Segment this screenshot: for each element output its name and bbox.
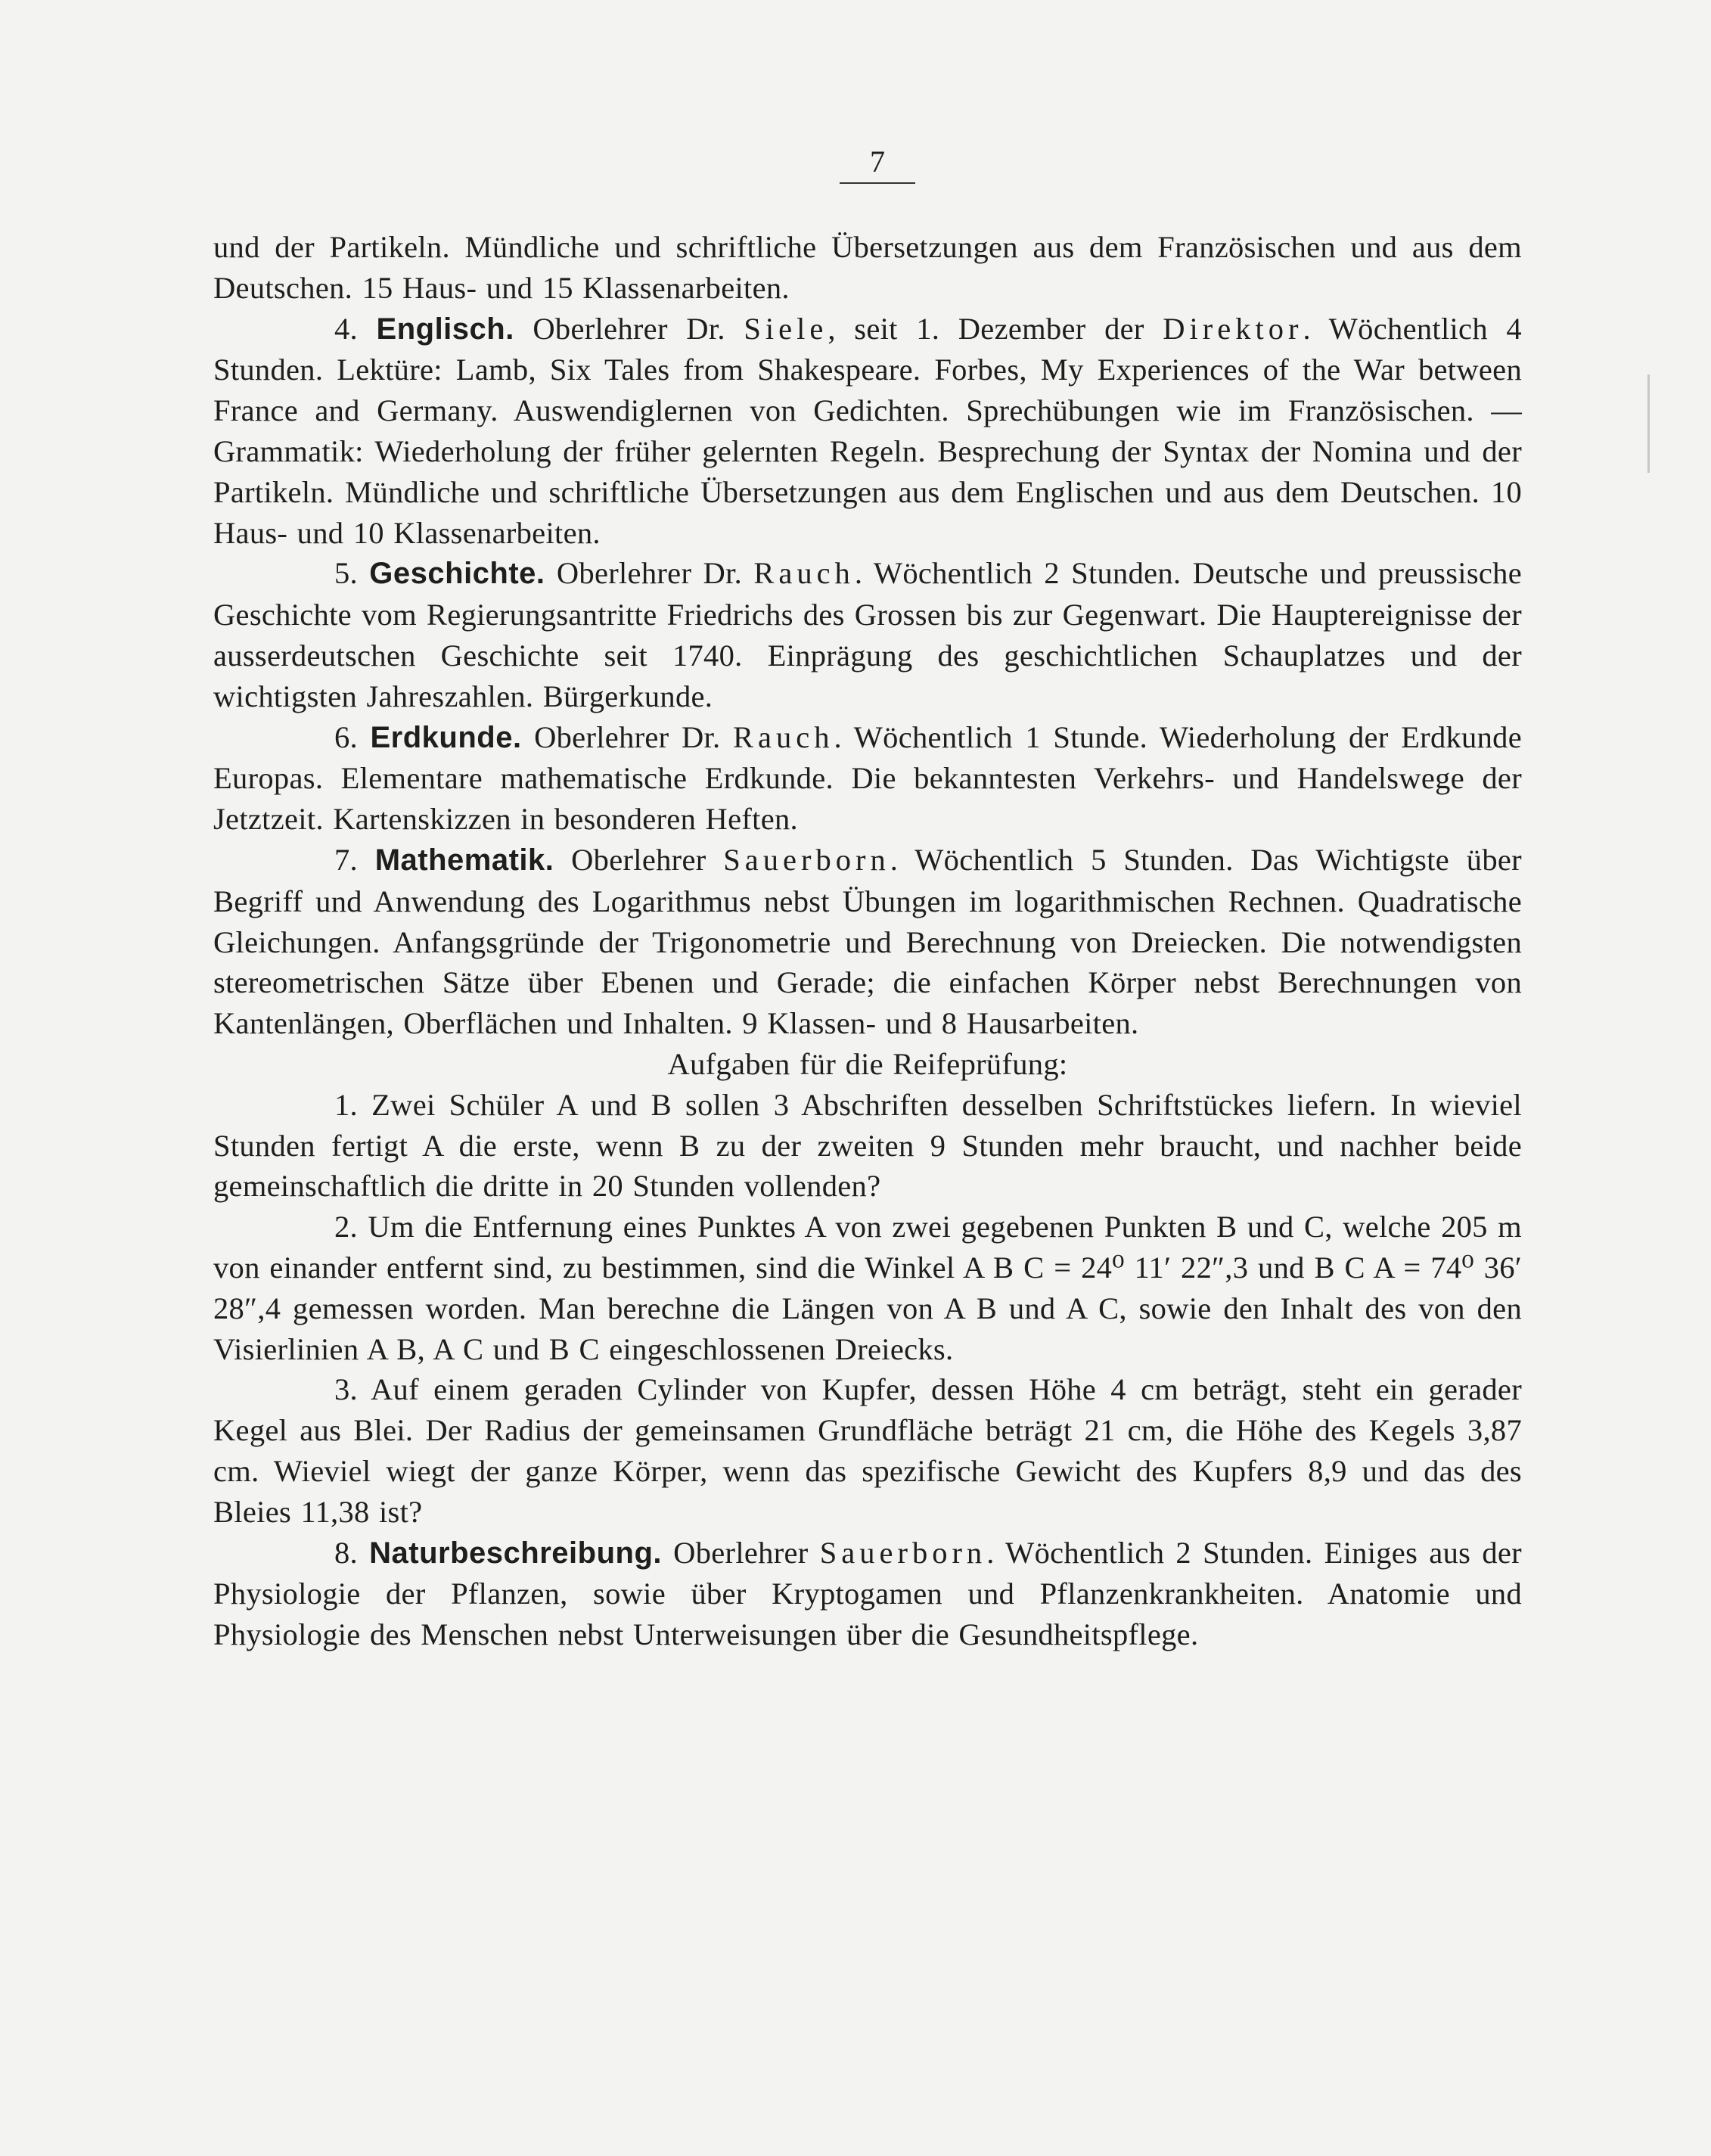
section-title: Mathematik.	[374, 843, 554, 877]
section-erdkunde	[213, 717, 1522, 840]
page-number: 7	[840, 144, 915, 184]
section-number: 6.	[334, 719, 358, 754]
section-title: Englisch.	[376, 312, 514, 346]
section-englisch	[213, 309, 1522, 554]
section-number: 8.	[334, 1535, 358, 1570]
section-body: . Wöchentlich 1 Stunde. Wiederholung der Erdkunde Europas. Elementare mathematische Erdkunde. Die bekanntesten Verkehrs- und Handelswege der Jetztzeit. Kartenskizzen in besonderen Heften.	[213, 719, 1522, 837]
aufgaben-heading: Aufgaben für die Reifeprüfung:	[667, 1046, 1068, 1081]
section-number: 5.	[334, 556, 358, 591]
since-text: , seit 1. Dezember der	[828, 311, 1144, 346]
section-title: Geschichte.	[369, 557, 545, 591]
teacher-prefix: Oberlehrer Dr.	[556, 556, 743, 591]
section-body: . Wöchentlich 4 Stunden. Lektüre: Lamb, Six Tales from Shakespeare. Forbes, My Experiences of the War between France and Germany. Auswendiglernen von Gedichten. Sprechübungen wie im Französischen. — Grammatik: Wiederholung der früher gelernten Regeln. Besprechung der Syntax der Nomina und der Partikeln. Mündliche und schriftliche Übersetzungen aus dem Englischen und aus dem Deutschen. 10 Haus- und 10 Klassenarbeiten.	[213, 311, 1522, 550]
teacher-name: Rauch	[732, 719, 834, 754]
teacher-name: Rauch	[753, 556, 855, 591]
section-title: Naturbeschreibung.	[369, 1536, 662, 1570]
director-label: Direktor	[1163, 311, 1303, 346]
teacher-prefix: Oberlehrer	[571, 842, 706, 877]
margin-mark	[1647, 374, 1650, 473]
teacher-name: Sauerborn	[819, 1535, 987, 1570]
section-body: . Wöchentlich 5 Stunden. Das Wichtigste über Begriff und Anwendung des Logarithmus nebst Übungen im logarithmischen Rechnen. Quadratische Gleichungen. Anfangsgründe der Trigonometrie und Berechnung von Dreiecken. Die notwendigsten stereometrischen Sätze über Ebenen und Gerade; die einfachen Körper nebst Berechnungen von Kantenlängen, Oberflächen und Inhalten. 9 Klassen- und 8 Hausarbeiten.	[213, 842, 1522, 1041]
section-geschichte	[213, 553, 1522, 716]
teacher-prefix: Oberlehrer Dr.	[533, 311, 725, 346]
section-naturbeschreibung	[213, 1533, 1522, 1655]
aufgabe-item: 1. Zwei Schüler A und B sollen 3 Abschriften desselben Schriftstückes liefern. In wieviel Stunden fertigt A die erste, wenn B zu der zweiten 9 Stunden mehr braucht, und nachher beide gemeinschaftlich die dritte in 20 Stunden vollenden?	[213, 1087, 1522, 1204]
page-body	[213, 227, 1522, 1655]
section-title: Erdkunde.	[370, 720, 522, 754]
section-number: 7.	[334, 842, 358, 877]
section-mathematik	[213, 840, 1522, 1044]
teacher-name: Sauerborn	[723, 842, 890, 877]
teacher-prefix: Oberlehrer	[673, 1535, 809, 1570]
section-number: 4.	[334, 311, 358, 346]
teacher-prefix: Oberlehrer Dr.	[534, 719, 721, 754]
section-body: . Wöchentlich 2 Stunden. Einiges aus der Physiologie der Pflanzen, sowie über Kryptogamen und Pflanzenkrankheiten. Anatomie und Physiologie des Menschen nebst Unterweisungen über die Gesundheitspflege.	[213, 1535, 1522, 1652]
intro-paragraph: und der Partikeln. Mündliche und schriftliche Übersetzungen aus dem Französischen und aus dem Deutschen. 15 Haus- und 15 Klassenarbeiten.	[213, 230, 1522, 305]
teacher-name: Siele	[744, 311, 828, 346]
section-body: . Wöchentlich 2 Stunden. Deutsche und preussische Geschichte vom Regierungsantritte Friedrichs des Grossen bis zur Gegenwart. Die Hauptereignisse der ausserdeutschen Geschichte seit 1740. Einprägung des geschichtlichen Schauplatzes und der wichtigsten Jahreszahlen. Bürgerkunde.	[213, 556, 1522, 713]
aufgabe-item: 3. Auf einem geraden Cylinder von Kupfer, dessen Höhe 4 cm beträgt, steht ein gerader Kegel aus Blei. Der Radius der gemeinsamen Grundfläche beträgt 21 cm, die Höhe des Kegels 3,87 cm. Wieviel wiegt der ganze Körper, wenn das spezifische Gewicht des Kupfers 8,9 und das des Bleies 11,38 ist?	[213, 1372, 1522, 1529]
aufgabe-item: 2. Um die Entfernung eines Punktes A von zwei gegebenen Punkten B und C, welche 205 m von einander entfernt sind, zu bestimmen, sind die Winkel A B C = 24⁰ 11′ 22″,3 und B C A = 74⁰ 36′ 28″,4 gemessen worden. Man berechne die Längen von A B und A C, sowie den Inhalt des von den Visierlinien A B, A C und B C eingeschlossenen Dreiecks.	[213, 1210, 1522, 1366]
